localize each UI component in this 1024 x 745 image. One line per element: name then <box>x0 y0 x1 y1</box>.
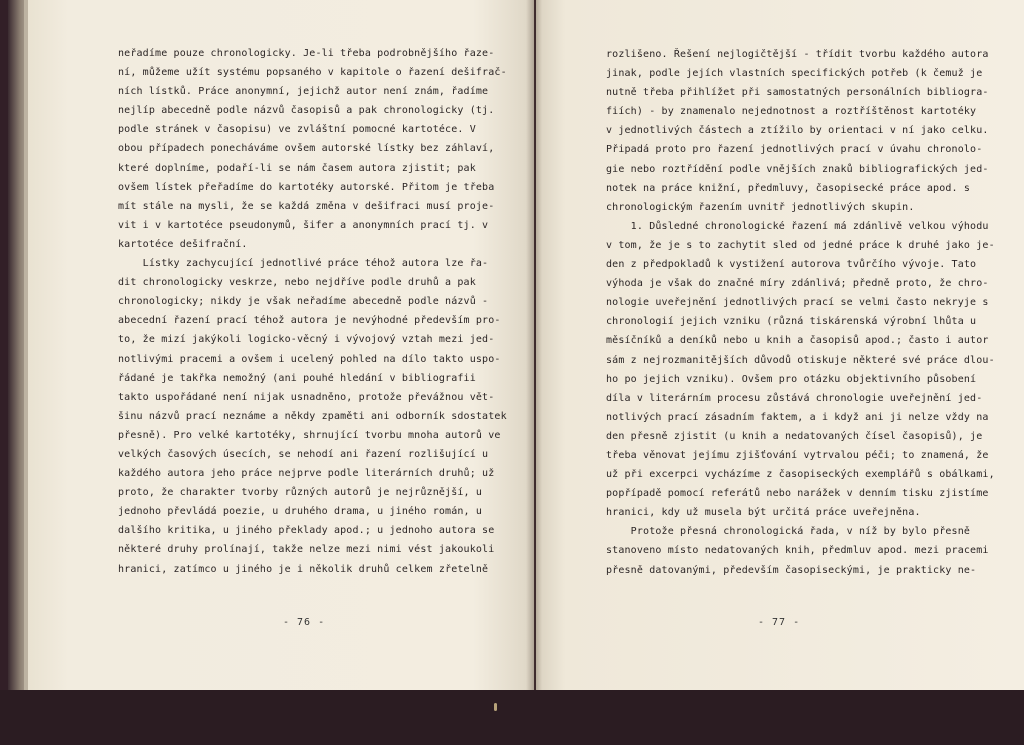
text-line: popřípadě pomocí referátů nebo narážek v denním tisku zjistíme <box>606 488 989 500</box>
text-line: dit chronologicky veskrze, nebo nejdříve podle druhů a pak <box>118 277 476 289</box>
book-gutter <box>526 0 542 690</box>
text-line: rozlišeno. Řešení nejlogičtější - třídit tvorbu každého autora <box>606 49 989 60</box>
text-line: takto uspořádané není nijak usnadněno, protože převážnou vět- <box>118 391 495 403</box>
right-page <box>536 0 1024 690</box>
text-line: jednoho převládá poezie, u druhého drama, u jiného román, u <box>118 506 483 518</box>
text-line: nutně třeba přihlížet při samostatných personálních bibliogra- <box>606 87 989 99</box>
text-line: v jednotlivých částech a ztížilo by orientaci v ní jako celku. <box>606 125 989 137</box>
text-line: kartotéce dešifrační. <box>118 238 248 250</box>
text-line: hranici, zatímco u jiného je i několik druhů celkem zřetelně <box>118 563 489 575</box>
left-page-number: - 76 - <box>283 617 326 628</box>
background-surface <box>0 690 1024 745</box>
text-line: už při excerpci vycházíme z časopiseckých exemplářů s obálkami, <box>606 469 995 481</box>
text-line: které doplníme, podaří-li se nám časem autora zjistit; pak <box>118 162 476 174</box>
text-line: nologie uveřejnění jednotlivých prací se velmi často nekryje s <box>606 297 989 309</box>
page-marker <box>494 703 497 711</box>
text-line: výhoda je však do značné míry zdánlivá; předně proto, že chro- <box>606 278 989 290</box>
text-line: 1. Důsledné chronologické řazení má zdánlivě velkou výhodu <box>606 220 989 232</box>
text-line: chronologií jejich vzniku (různá tiskárenská výrobní lhůta u <box>606 316 977 328</box>
text-line: stanoveno místo nedatovaných knih, předmluv apod. mezi pracemi <box>606 545 989 557</box>
text-line: notlivými pracemi a ovšem i ucelený pohled na dílo takto uspo- <box>118 353 501 365</box>
text-line: řádané je takřka nemožný (ani pouhé hledání v bibliografii <box>118 372 476 384</box>
text-line: chronologicky; nikdy je však neřadíme abecedně podle názvů - <box>118 296 489 308</box>
text-line: notlivých prací zásadním faktem, a i když ani ji nelze vždy na <box>606 411 989 423</box>
text-line: mít stále na mysli, že se každá změna v dešifraci musí proje- <box>118 200 495 212</box>
text-line: každého autora jeho práce nejprve podle literárních druhů; už <box>118 468 495 480</box>
right-page-number: - 77 - <box>758 617 801 628</box>
text-line: dalšího kritika, u jiného překlady apod.; u jednoho autora se <box>118 525 495 537</box>
text-line: gie nebo roztřídění podle vnějších znaků bibliografických jed- <box>606 163 989 175</box>
text-line: nejlíp abecedně podle názvů časopisů a pak chronologicky (tj. <box>118 105 495 117</box>
text-line: ho po jejich vzniku). Ovšem pro otázku objektivního působení <box>606 373 977 385</box>
text-line: fiích) - by znamenalo nejednotnost a roztříštěnost kartotéky <box>606 106 977 118</box>
text-line: obou případech ponecháváme ovšem autorské lístky bez záhlaví, <box>118 143 495 155</box>
text-line: podle stránek v časopisu) ve zvláštní pomocné kartotéce. V <box>118 124 476 136</box>
text-line: abecední řazení prací téhož autora je nevýhodné především pro- <box>118 315 501 327</box>
text-line: neřadíme pouze chronologicky. Je-li třeba podrobnějšího řaze- <box>118 48 495 59</box>
text-line: sám z nejrozmanitějších důvodů otiskuje některé své práce dlou- <box>606 354 995 366</box>
text-line: notek na práce knižní, předmluvy, časopisecké práce apod. s <box>606 182 971 194</box>
text-line: velkých časových úsecích, se nehodí ani řazení rozlišující u <box>118 448 489 460</box>
text-line: díla v literárním procesu zůstává chronologie uveřejnění jed- <box>606 392 983 404</box>
text-line: den z předpokladů k vystižení autorova tvůrčího vývoje. Tato <box>606 259 977 271</box>
text-line: Lístky zachycující jednotlivé práce téhož autora lze řa- <box>118 258 489 270</box>
text-line: den přesně zjistit (u knih a nedatovaných čísel časopisů), je <box>606 430 983 442</box>
text-line: šinu názvů prací neznáme a někdy zpaměti ani odborník sdostatek <box>118 410 507 422</box>
text-line: ních lístků. Práce anonymní, jejichž autor není znám, řadíme <box>118 86 489 98</box>
text-line: proto, že charakter tvorby různých autorů je nejrůznější, u <box>118 487 483 499</box>
text-line: vit i v kartotéce pseudonymů, šifer a anonymních prací tj. v <box>118 219 489 231</box>
text-line: ní, můžeme užít systému popsaného v kapitole o řazení dešifrač- <box>118 67 507 79</box>
left-page <box>28 0 534 690</box>
text-line: třeba věnovat jejímu zjišťování vytrvalou péči; to znamená, že <box>606 449 989 461</box>
text-line: chronologickým řazením uvnitř jednotlivých skupin. <box>606 201 915 213</box>
text-line: jinak, podle jejích vlastních specifických potřeb (k čemuž je <box>606 68 983 80</box>
text-line: měsíčníků a deníků nebo u knih a časopisů apod.; často i autor <box>606 335 989 347</box>
text-line: hranici, kdy už musela být určitá práce uveřejněna. <box>606 507 921 519</box>
text-line: některé druhy prolínají, takže nelze mezi nimi vést jakoukoli <box>118 544 495 556</box>
text-line: to, že mizí jakýkoli logicko-věcný i vývojový vztah mezi jed- <box>118 334 495 346</box>
right-page-text <box>606 45 1016 580</box>
text-line: v tom, že je s to zachytit sled od jedné práce k druhé jako je- <box>606 239 995 251</box>
text-line: Připadá proto pro řazení jednotlivých prací v úvahu chronolo- <box>606 144 983 156</box>
left-page-text <box>118 44 518 579</box>
text-line: ovšem lístek přeřadíme do kartotéky autorské. Přitom je třeba <box>118 181 495 193</box>
text-line: přesně datovanými, především časopiseckými, je prakticky ne- <box>606 564 977 576</box>
text-line: přesně). Pro velké kartotéky, shrnující tvorbu mnoha autorů ve <box>118 429 501 441</box>
text-line: Protože přesná chronologická řada, v níž by bylo přesně <box>606 526 971 538</box>
